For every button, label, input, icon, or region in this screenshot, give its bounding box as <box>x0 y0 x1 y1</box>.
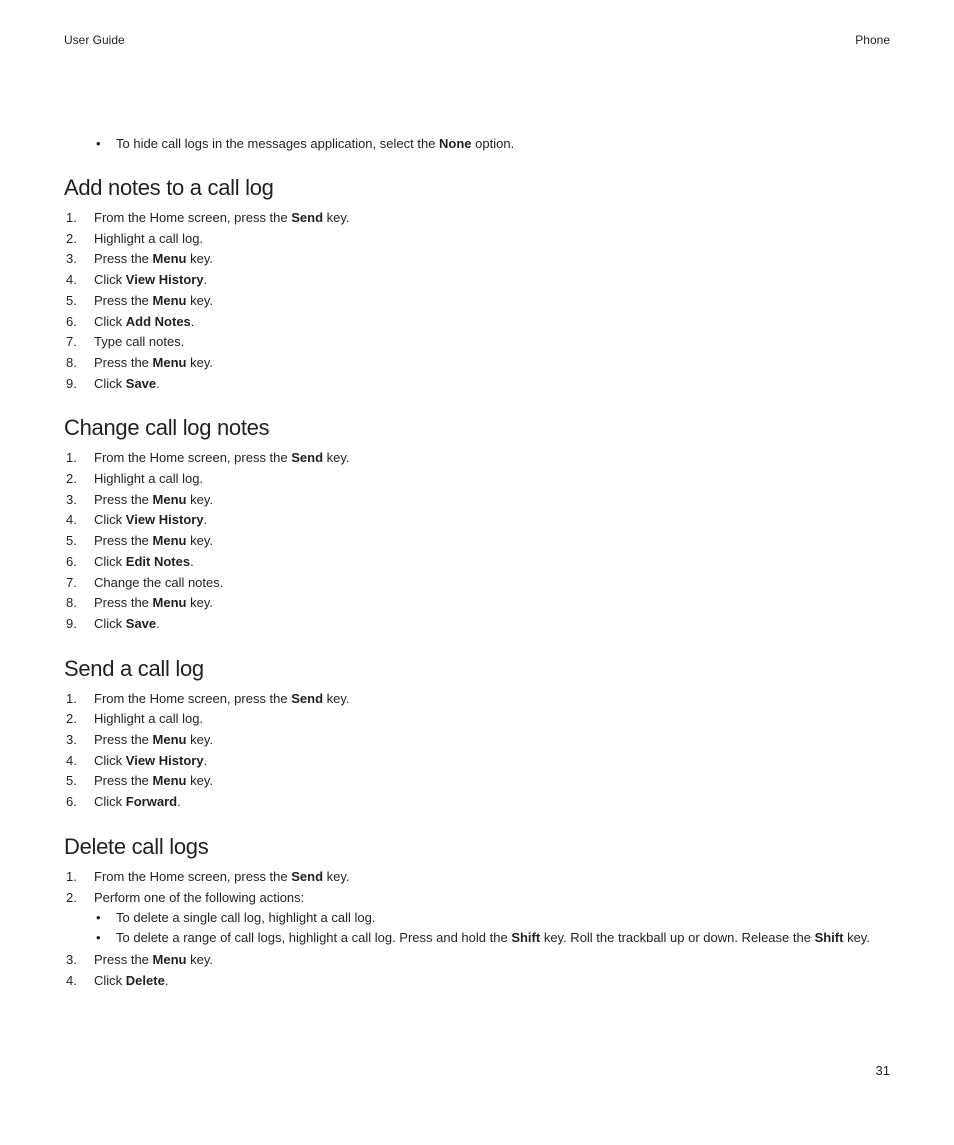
section-title: Change call log notes <box>64 415 270 441</box>
intro-bullet-list <box>64 134 894 154</box>
emphasis-text: Delete <box>125 972 165 988</box>
step-item <box>64 771 894 792</box>
step-item <box>64 332 894 353</box>
step-item <box>64 249 894 270</box>
sub-bullet-item <box>64 928 894 948</box>
emphasis-text: Shift <box>511 930 541 946</box>
page-number: 31 <box>875 1063 890 1078</box>
step-number: 7. <box>66 334 77 350</box>
text-run: Press the <box>94 354 153 370</box>
step-item <box>64 208 894 229</box>
emphasis-text: Menu <box>152 732 187 748</box>
step-item <box>64 312 894 333</box>
step-item <box>64 709 894 730</box>
text-run: key. <box>186 292 213 308</box>
section <box>64 174 894 394</box>
step-item <box>64 510 894 531</box>
emphasis-text: Shift <box>814 930 844 946</box>
bullet-dot-icon: • <box>96 136 101 151</box>
section-title: Send a call log <box>64 655 204 681</box>
step-number: 3. <box>66 491 77 507</box>
text-run: key. <box>186 354 213 370</box>
step-number: 9. <box>66 375 77 391</box>
text-run: . <box>156 615 160 631</box>
text-run: key. <box>186 732 213 748</box>
text-run: Click <box>94 313 126 329</box>
step-item <box>64 374 894 395</box>
text-run: Type call notes. <box>94 334 185 350</box>
text-run: Click <box>94 972 126 988</box>
text-run: Click <box>94 615 126 631</box>
text-run: From the Home screen, press the <box>94 690 292 706</box>
step-item <box>64 614 894 635</box>
step-item <box>64 971 894 992</box>
step-number: 5. <box>66 292 77 308</box>
running-header-left: User Guide <box>64 33 125 47</box>
text-run: key. <box>186 251 213 267</box>
text-run: Press the <box>94 773 153 789</box>
text-run: key. <box>323 450 350 466</box>
emphasis-text: Save <box>125 615 157 631</box>
emphasis-text: View History <box>125 272 204 288</box>
text-run: Highlight a call log. <box>94 230 204 246</box>
emphasis-text: Menu <box>152 491 187 507</box>
step-item <box>64 689 894 710</box>
text-run: Press the <box>94 595 153 611</box>
step-number: 2. <box>66 889 77 905</box>
text-run: Click <box>94 752 126 768</box>
text-run: Highlight a call log. <box>94 711 204 727</box>
emphasis-text: Send <box>291 690 324 706</box>
section-title: Delete call logs <box>64 833 209 859</box>
text-run: . <box>156 375 160 391</box>
text-run: key. <box>323 690 350 706</box>
step-item <box>64 490 894 511</box>
text-run: From the Home screen, press the <box>94 868 292 884</box>
text-run: Click <box>94 375 126 391</box>
text-run: To delete a range of call logs, highlight a call log. Press and hold the <box>116 930 512 946</box>
text-run: Change the call notes. <box>94 574 224 590</box>
text-run: To hide call logs in the messages application, select the <box>116 136 440 151</box>
emphasis-text: Forward <box>125 794 178 810</box>
sections-container <box>64 174 894 992</box>
step-item <box>64 448 894 469</box>
emphasis-text: Menu <box>152 292 187 308</box>
step-number: 7. <box>66 574 77 590</box>
step-number: 1. <box>66 690 77 706</box>
steps-list <box>64 448 894 634</box>
text-run: Highlight a call log. <box>94 471 204 487</box>
steps-list <box>64 689 894 813</box>
text-run: . <box>190 313 195 329</box>
text-run: key. Roll the trackball up or down. Release the <box>540 930 815 946</box>
section <box>64 833 894 992</box>
step-item <box>64 270 894 291</box>
emphasis-text: Menu <box>152 354 187 370</box>
text-run: key. <box>186 595 213 611</box>
text-run: From the Home screen, press the <box>94 210 292 225</box>
step-item <box>64 291 894 312</box>
step-number: 6. <box>66 553 77 569</box>
text-run: Click <box>94 272 126 288</box>
text-run: option. <box>471 136 515 151</box>
steps-list <box>64 867 894 992</box>
emphasis-text: Send <box>291 868 324 884</box>
intro-bullet-item <box>64 134 894 154</box>
step-number: 4. <box>66 752 77 768</box>
text-run: key. <box>186 952 213 968</box>
section <box>64 655 894 813</box>
emphasis-text: View History <box>125 752 204 768</box>
text-run: . <box>177 794 181 810</box>
text-run: . <box>203 752 208 768</box>
section <box>64 414 894 634</box>
step-number: 1. <box>66 450 77 466</box>
step-item <box>64 573 894 594</box>
step-number: 1. <box>66 868 77 884</box>
text-run: key. <box>186 773 213 789</box>
text-run: Press the <box>94 491 153 507</box>
text-run: key. <box>843 930 870 946</box>
step-number: 2. <box>66 711 77 727</box>
text-run: Click <box>94 794 126 810</box>
text-run: key. <box>323 210 350 225</box>
step-number: 4. <box>66 272 77 288</box>
text-run: Press the <box>94 292 153 308</box>
step-number: 6. <box>66 794 77 810</box>
text-run: To delete a single call log, highlight a call log. <box>116 910 376 926</box>
emphasis-text: Save <box>125 375 157 391</box>
emphasis-text: View History <box>125 512 204 528</box>
step-number: 2. <box>66 471 77 487</box>
text-run: Perform one of the following actions: <box>94 889 305 905</box>
text-run: Press the <box>94 732 153 748</box>
text-run: Click <box>94 512 126 528</box>
step-number: 4. <box>66 512 77 528</box>
step-item <box>64 730 894 751</box>
text-run: . <box>203 272 208 288</box>
text-run: Click <box>94 553 126 569</box>
step-number: 9. <box>66 615 77 631</box>
step-item <box>64 531 894 552</box>
step-item <box>64 552 894 573</box>
text-run: key. <box>186 533 213 549</box>
step-item <box>64 867 894 888</box>
section-title: Add notes to a call log <box>64 175 274 200</box>
step-item <box>64 229 894 250</box>
page-content <box>64 134 894 1012</box>
step-number: 8. <box>66 354 77 370</box>
step-number: 5. <box>66 533 77 549</box>
step-item <box>64 353 894 374</box>
step-number: 3. <box>66 251 77 267</box>
emphasis-text: Menu <box>152 251 187 267</box>
emphasis-text: Edit Notes <box>125 553 191 569</box>
step-number: 6. <box>66 313 77 329</box>
emphasis-text: Menu <box>152 595 187 611</box>
emphasis-text: Menu <box>152 533 187 549</box>
emphasis-text: Send <box>291 450 324 466</box>
text-run: key. <box>323 868 350 884</box>
step-number: 3. <box>66 952 77 968</box>
text-run: Press the <box>94 952 153 968</box>
bullet-dot-icon: • <box>96 930 101 946</box>
step-number: 5. <box>66 773 77 789</box>
step-item <box>64 593 894 614</box>
emphasis-text: Add Notes <box>125 313 191 329</box>
steps-list <box>64 208 894 394</box>
step-number: 8. <box>66 595 77 611</box>
text-run: Press the <box>94 533 153 549</box>
bullet-dot-icon: • <box>96 910 101 926</box>
step-item <box>64 888 894 909</box>
step-number: 2. <box>66 230 77 246</box>
sub-bullet-item <box>64 908 894 928</box>
text-run: . <box>164 972 169 988</box>
step-number: 1. <box>66 210 77 225</box>
text-run: . <box>203 512 208 528</box>
emphasis-text: Menu <box>152 773 187 789</box>
emphasis-text: None <box>439 136 472 151</box>
emphasis-text: Send <box>291 210 324 225</box>
step-item <box>64 751 894 772</box>
emphasis-text: Menu <box>152 952 187 968</box>
text-run: Press the <box>94 251 153 267</box>
step-item <box>64 792 894 813</box>
text-run: key. <box>186 491 213 507</box>
text-run: . <box>190 553 194 569</box>
step-number: 3. <box>66 732 77 748</box>
running-header-right: Phone <box>855 33 890 47</box>
text-run: From the Home screen, press the <box>94 450 292 466</box>
step-item <box>64 950 894 971</box>
sub-bullet-list <box>64 908 894 948</box>
step-number: 4. <box>66 972 77 988</box>
step-item <box>64 469 894 490</box>
